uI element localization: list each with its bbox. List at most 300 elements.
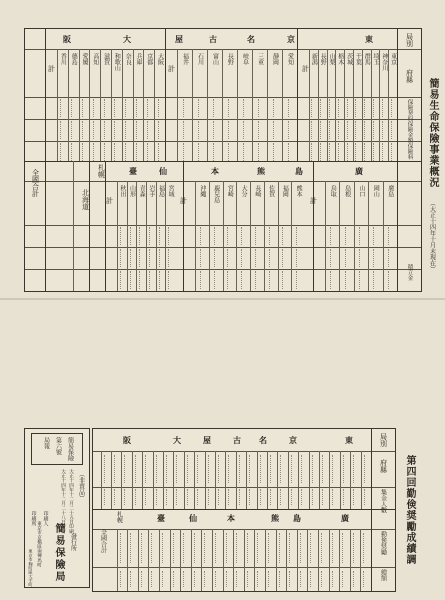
figure-cell [289, 533, 294, 563]
figure-cell [280, 455, 285, 483]
figure-cell [382, 121, 387, 139]
figure-cell [355, 99, 360, 117]
subtotal-tokyo: 計 [301, 65, 310, 72]
figure-cell [125, 99, 130, 117]
figure-cell [301, 489, 306, 505]
figure-cell [124, 455, 129, 483]
prefecture-label: 福島 [157, 185, 165, 197]
prefecture-label: 青森 [138, 185, 146, 197]
figure-cell [130, 249, 135, 267]
figure-cell [149, 271, 154, 289]
prefecture-label: 愛知 [286, 53, 294, 65]
figure-cell [338, 143, 343, 161]
figure-cell [353, 533, 358, 563]
figure-cell [136, 121, 141, 139]
figure-cell [343, 489, 348, 505]
figure-cell [213, 121, 218, 139]
figure-cell [329, 99, 334, 117]
badge-line-3: 局報 [42, 437, 50, 449]
prefecture-label: 宮城 [167, 185, 175, 197]
figure-cell [166, 455, 171, 483]
figure-cell [139, 227, 144, 245]
figure-cell [120, 271, 125, 289]
figure-cell [71, 99, 76, 117]
figure-cell [291, 455, 296, 483]
top-date-note: （大正十四年十月末現在） [428, 200, 436, 272]
figure-cell [71, 121, 76, 139]
figure-cell [296, 249, 301, 267]
figure-cell [320, 121, 325, 139]
b-region-sendai-1: 仙 [189, 513, 203, 523]
figure-cell [330, 227, 335, 245]
figure-cell [218, 489, 223, 505]
region-nagoya-3: 屋 [175, 34, 189, 44]
figure-cell [382, 99, 387, 117]
prefecture-label: 島根 [343, 185, 351, 197]
figure-cell [243, 99, 248, 117]
prefecture-label: 岐阜 [241, 53, 249, 65]
figure-cell [158, 121, 163, 139]
prefecture-label: 秋田 [118, 185, 126, 197]
figure-cell [353, 571, 358, 587]
figure-cell [218, 455, 223, 483]
region-hiroshima-2: 島 [295, 166, 309, 176]
figure-cell [120, 533, 125, 563]
figure-cell [145, 455, 150, 483]
print-date: 大正十四年十二月二十五日印刷 [68, 469, 74, 534]
region-hiroshima-1: 廣 [355, 166, 369, 176]
b-region-osaka-1: 大 [173, 435, 187, 445]
figure-cell [373, 143, 378, 161]
badge-line-2: 第六號 [54, 437, 62, 455]
prefecture-label: 沖繩 [198, 185, 206, 197]
figure-cell [391, 121, 396, 139]
figure-cell [194, 571, 199, 587]
figure-cell [197, 489, 202, 505]
printer-label: 印刷所 [30, 511, 37, 526]
figure-cell [258, 121, 263, 139]
figure-cell [269, 271, 274, 289]
figure-cell [200, 271, 205, 289]
figure-cell [296, 227, 301, 245]
figure-cell [282, 249, 287, 267]
figure-cell [194, 533, 199, 563]
region-sapporo: 札幌 [97, 164, 106, 178]
top-table [24, 28, 422, 292]
bottom-row-header-prefecture: 府縣 [379, 459, 388, 473]
page-fold [0, 298, 445, 300]
figure-cell [183, 533, 188, 563]
region-nagoya-1: 名 [247, 34, 261, 44]
b-region-kumamoto-2: 本 [227, 513, 241, 523]
figure-cell [239, 455, 244, 483]
figure-cell [320, 99, 325, 117]
b-region-nagoya-1: 名 [259, 435, 273, 445]
figure-cell [168, 249, 173, 267]
figure-cell [359, 271, 364, 289]
figure-cell [159, 271, 164, 289]
figure-cell [322, 489, 327, 505]
subtotal-osaka: 計 [47, 65, 56, 72]
figure-cell [93, 99, 98, 117]
prefecture-label: 靜岡 [271, 53, 279, 65]
figure-cell [120, 571, 125, 587]
figure-cell [159, 249, 164, 267]
region-kumamoto-2: 本 [211, 166, 225, 176]
subtotal-sendai: 計 [105, 197, 114, 204]
figure-cell [104, 121, 109, 139]
figure-cell [114, 99, 119, 117]
figure-cell [301, 455, 306, 483]
figure-cell [359, 227, 364, 245]
figure-cell [258, 143, 263, 161]
b-national-total: 全國合計 [99, 529, 107, 553]
figure-cell [338, 121, 343, 139]
figure-cell [214, 249, 219, 267]
figure-cell [296, 271, 301, 289]
figure-cell [198, 99, 203, 117]
figure-cell [197, 455, 202, 483]
figure-cell [198, 143, 203, 161]
prefecture-label: 佐賀 [267, 185, 275, 197]
figure-cell [228, 121, 233, 139]
figure-cell [338, 99, 343, 117]
prefecture-label: 京都 [145, 53, 153, 65]
figure-cell [282, 271, 287, 289]
figure-cell [247, 571, 252, 587]
bottom-row-header-thrift: 勤倹奨勵 [379, 531, 387, 555]
figure-cell [215, 571, 220, 587]
row-header-prefecture: 府縣 [405, 69, 414, 83]
figure-cell [239, 489, 244, 505]
figure-cell [200, 227, 205, 245]
figure-cell [310, 571, 315, 587]
prefecture-label: 和歌山 [113, 53, 121, 71]
figure-cell [162, 533, 167, 563]
figure-cell [166, 489, 171, 505]
figure-cell [260, 489, 265, 505]
publisher-label: 發行所 [69, 533, 77, 551]
editor-label: 印刷人 [42, 511, 49, 526]
figure-cell [330, 249, 335, 267]
figure-cell [345, 271, 350, 289]
figure-cell [332, 489, 337, 505]
figure-cell [342, 533, 347, 563]
figure-cell [347, 121, 352, 139]
figure-cell [114, 455, 119, 483]
prefecture-label: 新潟 [310, 53, 318, 65]
publisher-badge [31, 433, 83, 465]
prefecture-label: 神奈川 [380, 53, 388, 71]
figure-cell [183, 571, 188, 587]
figure-cell [135, 455, 140, 483]
figure-cell [120, 249, 125, 267]
figure-cell [268, 533, 273, 563]
figure-cell [255, 271, 260, 289]
figure-cell [273, 99, 278, 117]
b-region-kumamoto-1: 熊 [271, 513, 285, 523]
figure-cell [332, 533, 337, 563]
prefecture-label: 香川 [59, 53, 67, 65]
figure-cell [373, 249, 378, 267]
figure-cell [114, 121, 119, 139]
figure-cell [249, 455, 254, 483]
prefecture-label: 長崎 [253, 185, 261, 197]
figure-cell [162, 571, 167, 587]
figure-cell [311, 143, 316, 161]
figure-cell [269, 227, 274, 245]
prefecture-label: 岡山 [372, 185, 380, 197]
figure-cell [156, 455, 161, 483]
figure-cell [147, 143, 152, 161]
b-region-nagoya-3: 屋 [203, 435, 217, 445]
figure-cell [226, 571, 231, 587]
bottom-title: 第四回勤倹奨勵成績調 [404, 455, 415, 565]
bottom-row-header-collectors: 集金人數 [379, 489, 387, 513]
figure-cell [136, 143, 141, 161]
figure-cell [291, 489, 296, 505]
region-kumamoto-1: 熊 [257, 166, 271, 176]
bottom-row-header-total: 總額 [379, 569, 387, 581]
figure-cell [130, 571, 135, 587]
region-osaka-1: 大 [123, 34, 137, 44]
figure-cell [280, 489, 285, 505]
figure-cell [60, 121, 65, 139]
figure-cell [135, 489, 140, 505]
figure-cell [391, 99, 396, 117]
figure-cell [355, 121, 360, 139]
figure-cell [345, 227, 350, 245]
region-osaka-2: 阪 [63, 34, 77, 44]
hokkaido-label: 北海道 [81, 189, 90, 210]
prefecture-label: 岩手 [147, 185, 155, 197]
figure-cell [342, 571, 347, 587]
prefecture-label: 熊本 [295, 185, 303, 197]
figure-cell [141, 571, 146, 587]
figure-cell [93, 143, 98, 161]
figure-cell [382, 143, 387, 161]
figure-cell [204, 533, 209, 563]
region-sendai-1: 仙 [159, 166, 173, 176]
publisher-name: 簡易保險局 [53, 523, 64, 583]
figure-cell [343, 455, 348, 483]
prefecture-label: 宮崎 [226, 185, 234, 197]
figure-cell [227, 227, 232, 245]
figure-cell [329, 143, 334, 161]
figure-cell [268, 571, 273, 587]
figure-cell [329, 121, 334, 139]
figure-cell [364, 143, 369, 161]
figure-cell [347, 99, 352, 117]
prefecture-label: 愛媛 [81, 53, 88, 65]
figure-cell [120, 227, 125, 245]
prefecture-label: 石川 [196, 53, 204, 65]
b-region-tokyo-2: 京 [289, 435, 303, 445]
figure-cell [156, 489, 161, 505]
figure-cell [114, 143, 119, 161]
not-for-sale: （非賣品） [77, 471, 85, 501]
figure-cell [312, 455, 317, 483]
prefecture-label: 埼玉 [372, 53, 379, 65]
figure-cell [198, 121, 203, 139]
b-region-tokyo-1: 東 [345, 435, 359, 445]
figure-cell [159, 227, 164, 245]
prefecture-label: 大阪 [156, 53, 164, 65]
figure-cell [213, 143, 218, 161]
prefecture-label: 高知 [91, 53, 99, 65]
figure-cell [151, 571, 156, 587]
b-region-hiroshima-2: 島 [293, 513, 307, 523]
figure-cell [300, 533, 305, 563]
figure-cell [273, 143, 278, 161]
figure-cell [228, 143, 233, 161]
figure-cell [321, 533, 326, 563]
subtotal-nagoya: 計 [167, 65, 176, 72]
figure-cell [288, 121, 293, 139]
figure-cell [200, 249, 205, 267]
figure-cell [373, 227, 378, 245]
prefecture-label: 山形 [128, 185, 136, 197]
figure-cell [147, 121, 152, 139]
figure-cell [130, 533, 135, 563]
figure-cell [187, 489, 192, 505]
figure-cell [60, 99, 65, 117]
prefecture-label: 山梨 [328, 53, 335, 65]
figure-cell [214, 271, 219, 289]
figure-cell [364, 489, 369, 505]
figure-cell [355, 143, 360, 161]
figure-cell [130, 271, 135, 289]
editor-address: 東京市京橋區南傳馬町 [36, 521, 42, 567]
figure-cell [213, 99, 218, 117]
figure-cell [158, 99, 163, 117]
figure-cell [391, 143, 396, 161]
figure-cell [373, 99, 378, 117]
figure-cell [322, 455, 327, 483]
figure-cell [104, 489, 109, 505]
figure-cell [257, 533, 262, 563]
b-region-osaka-2: 阪 [123, 435, 137, 445]
figure-cell [332, 455, 337, 483]
figure-cell [183, 121, 188, 139]
figure-cell [228, 489, 233, 505]
figure-cell [363, 533, 368, 563]
figure-cell [255, 249, 260, 267]
figure-cell [82, 143, 87, 161]
figure-cell [125, 121, 130, 139]
figure-cell [279, 571, 284, 587]
figure-cell [114, 489, 119, 505]
figure-cell [353, 455, 358, 483]
figure-cell [176, 489, 181, 505]
figure-cell [247, 533, 252, 563]
figure-cell [104, 99, 109, 117]
figure-cell [364, 99, 369, 117]
figure-cell [226, 533, 231, 563]
top-title: 簡易生命保險事業概況 [427, 78, 438, 188]
figure-cell [104, 455, 109, 483]
figure-cell [173, 533, 178, 563]
figure-cell [364, 455, 369, 483]
prefecture-label: 德島 [70, 53, 78, 65]
figure-cell [168, 271, 173, 289]
prefecture-label: 山口 [358, 185, 365, 197]
figure-cell [310, 533, 315, 563]
figure-cell [330, 271, 335, 289]
figure-cell [136, 99, 141, 117]
figure-cell [243, 143, 248, 161]
figure-cell [151, 533, 156, 563]
prefecture-label: 福岡 [281, 185, 289, 197]
figure-cell [255, 227, 260, 245]
figure-cell [332, 571, 337, 587]
figure-cell [373, 121, 378, 139]
prefecture-label: 長野 [226, 53, 234, 65]
prefecture-label: 群馬 [363, 53, 371, 65]
prefecture-label: 鹿兒島 [212, 185, 220, 203]
figure-cell [227, 271, 232, 289]
figure-cell [139, 271, 144, 289]
region-tokyo-1: 東 [365, 34, 379, 44]
b-region-nagoya-2: 古 [233, 435, 247, 445]
prefecture-label: 茨城 [345, 53, 353, 65]
figure-cell [141, 533, 146, 563]
figure-cell [124, 489, 129, 505]
figure-cell [236, 533, 241, 563]
figure-cell [104, 143, 109, 161]
row-header-reserve: 積立金 [406, 264, 413, 281]
figure-cell [260, 455, 265, 483]
figure-cell [364, 121, 369, 139]
figure-cell [60, 143, 65, 161]
figure-cell [243, 121, 248, 139]
figure-cell [311, 121, 316, 139]
figure-cell [388, 227, 393, 245]
figure-cell [282, 227, 287, 245]
figure-cell [183, 99, 188, 117]
prefecture-label: 千葉 [354, 53, 362, 65]
row-header-premium: 保險料 [406, 143, 413, 160]
figure-cell [288, 143, 293, 161]
figure-cell [321, 571, 326, 587]
region-nagoya-2: 古 [209, 34, 223, 44]
figure-cell [269, 249, 274, 267]
figure-cell [311, 99, 316, 117]
prefecture-label: 三重 [256, 53, 264, 65]
prefecture-label: 奈良 [124, 53, 132, 65]
subtotal-hiroshima: 計 [309, 197, 318, 204]
region-tokyo-2: 京 [287, 34, 301, 44]
figure-cell [241, 271, 246, 289]
figure-cell [215, 533, 220, 563]
bottom-row-header-office: 局別 [379, 433, 388, 447]
figure-cell [388, 271, 393, 289]
prefecture-label: 栃木 [336, 53, 344, 65]
figure-cell [158, 143, 163, 161]
prefecture-label: 長野 [319, 53, 327, 65]
figure-cell [279, 533, 284, 563]
figure-cell [273, 121, 278, 139]
printer-address: 東京市麴町區大手町 [28, 549, 34, 587]
figure-cell [228, 99, 233, 117]
figure-cell [373, 271, 378, 289]
subtotal-kumamoto: 計 [179, 197, 188, 204]
figure-cell [173, 571, 178, 587]
figure-cell [257, 571, 262, 587]
figure-cell [300, 571, 305, 587]
prefecture-label: 廣島 [386, 185, 394, 197]
figure-cell [147, 99, 152, 117]
